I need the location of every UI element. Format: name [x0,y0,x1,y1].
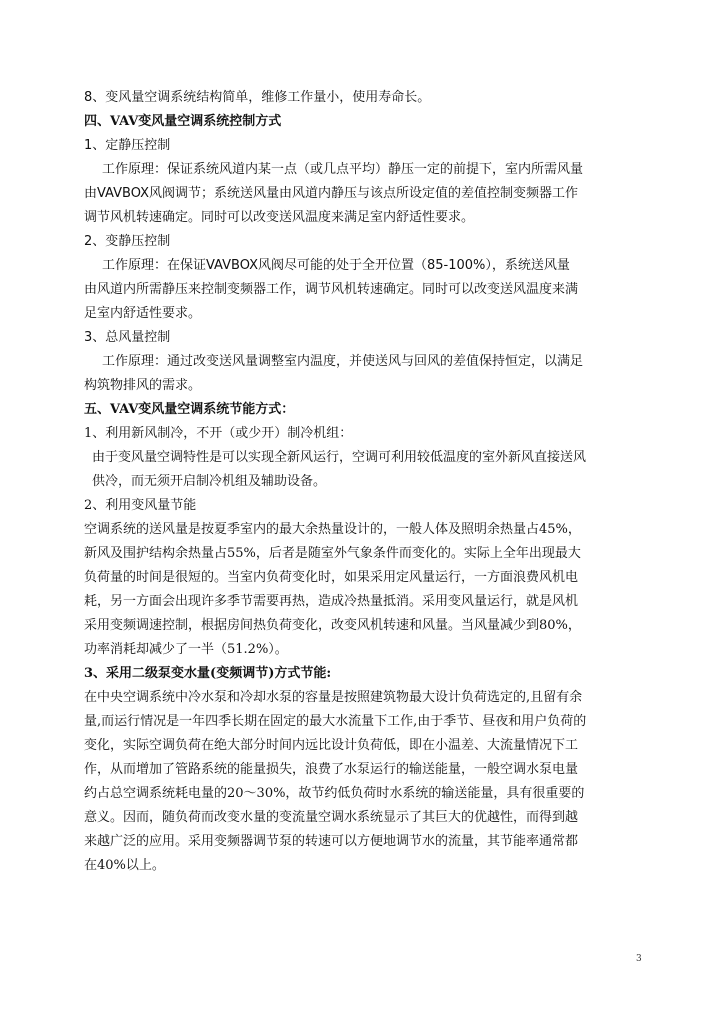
paragraph-line: 在中央空调系统中冷水泵和冷却水泵的容量是按照建筑物最大设计负荷选定的,且留有余 [84,690,583,705]
subheading-secondary-pump: 3、采用二级泵变水量(变频调节)方式节能: [84,666,332,681]
subheading-variable-air-volume: 2、利用变风量节能 [84,498,197,513]
paragraph-line: 采用变频调速控制，根据房间热负荷变化，改变风机转速和风量。当风量减少到80%， [84,618,581,633]
paragraph-line: 由风道内所需静压来控制变频器工作，调节风机转速确定。同时可以改变送风温度来满 [84,282,579,297]
paragraph-line: 构筑物排风的需求。 [84,378,202,393]
paragraph-line: 功率消耗却减少了一半（51.2%）。 [84,642,288,657]
paragraph-line: 工作原理：通过改变送风量调整室内温度，并使送风与回风的差值保持恒定，以满足 [102,354,584,369]
subheading-static-pressure: 1、定静压控制 [84,138,171,153]
paragraph-line: 负荷量的时间是很短的。当室内负荷变化时，如果采用定风量运行，一方面浪费风机电 [84,570,579,585]
paragraph-line: 作，从而增加了管路系统的能量损失，浪费了水泵运行的输送能量，一般空调水泵电量 [84,762,579,777]
paragraph-line: 由于变风量空调特性是可以实现全新风运行，空调可利用较低温度的室外新风直接送风 [92,450,587,465]
paragraph-line: 量,而运行情况是一年四季长期在固定的最大水流量下工作,由于季节、昼夜和用户负荷的 [84,714,587,729]
section-heading-5: 五、VAV变风量空调系统节能方式： [84,402,295,417]
paragraph-line: 足室内舒适性要求。 [84,306,202,321]
paragraph-line: 工作原理：保证系统风道内某一点（或几点平均）静压一定的前提下，室内所需风量 [102,162,584,177]
paragraph-line: 调节风机转速确定。同时可以改变送风温度来满足室内舒适性要求。 [84,210,475,225]
subheading-variable-pressure: 2、变静压控制 [84,234,171,249]
page-number: 3 [636,954,642,964]
paragraph-line: 工作原理：在保证VAVBOX风阀尽可能的处于全开位置（85-100%），系统送风量 [102,258,570,273]
paragraph-line: 新风及围护结构余热量占55%，后者是随室外气象条件而变化的。实际上全年出现最大 [84,546,581,561]
paragraph-line: 变化，实际空调负荷在绝大部分时间内远比设计负荷低，即在小温差、大流量情况下工 [84,738,579,753]
paragraph-line: 意义。因而，随负荷而改变水量的变流量空调水系统显示了其巨大的优越性，而得到越 [84,810,579,825]
subheading-total-airflow: 3、总风量控制 [84,330,171,345]
paragraph-line: 由VAVBOX风阀调节；系统送风量由风道内静压与该点所设定值的差值控制变频器工作 [84,186,579,201]
document-body [84,86,644,878]
paragraph-line: 耗，另一方面会出现许多季节需要再热，造成冷热量抵消。采用变风量运行，就是风机 [84,594,579,609]
paragraph-line: 供冷，而无须开启制冷机组及辅助设备。 [92,474,327,489]
paragraph-line: 空调系统的送风量是按夏季室内的最大余热量设计的，一般人体及照明余热量占45%， [84,522,581,537]
item-8-simple-structure: 8、变风量空调系统结构简单，维修工作量小，使用寿命长。 [84,90,431,105]
subheading-fresh-air-cooling: 1、利用新风制冷，不开（或少开）制冷机组： [84,426,353,441]
paragraph-line: 在40%以上。 [84,858,165,873]
section-heading-4: 四、VAV变风量空调系统控制方式 [84,114,282,129]
paragraph-line: 约占总空调系统耗电量的20～30%，故节约低负荷时水系统的输送能量，具有很重要的 [84,786,585,801]
paragraph-line: 来越广泛的应用。采用变频器调节泵的转速可以方便地调节水的流量，其节能率通常都 [84,834,579,849]
